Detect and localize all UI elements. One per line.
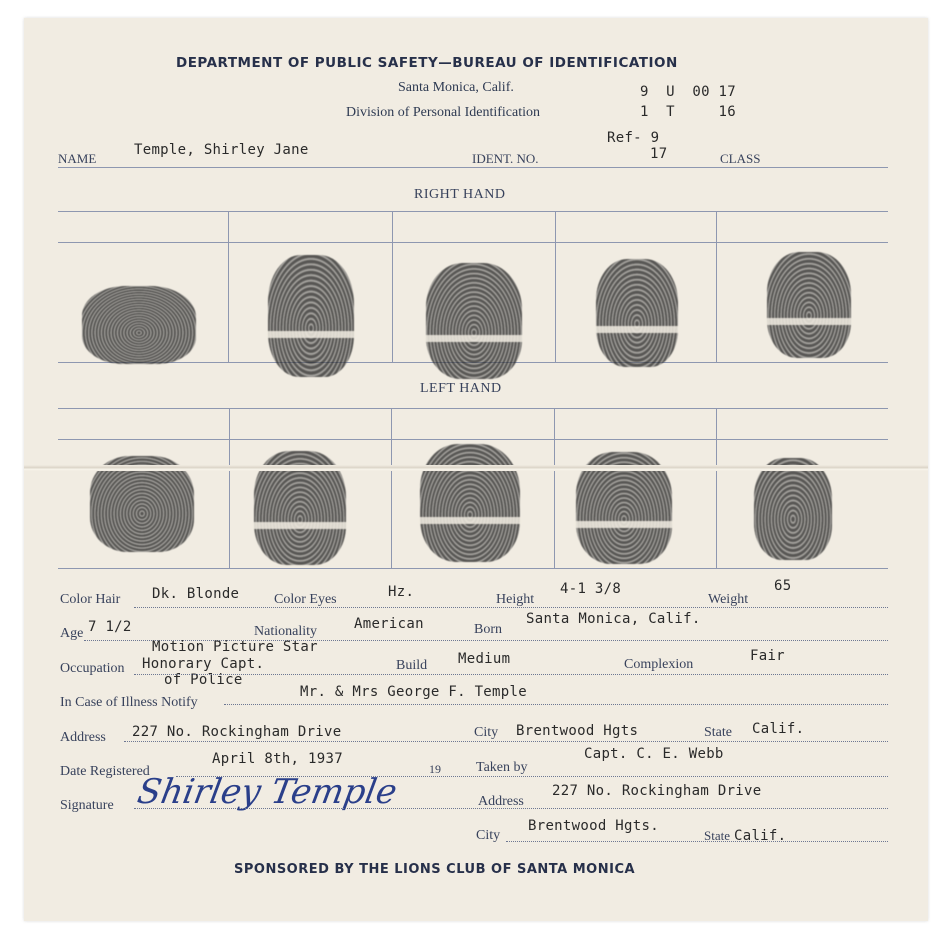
- card-title: DEPARTMENT OF PUBLIC SAFETY—BUREAU OF IDENTIFICATION: [176, 55, 678, 71]
- city-label: City: [474, 725, 499, 740]
- color-eyes-label: Color Eyes: [274, 592, 337, 607]
- right-ring-print: [596, 259, 678, 367]
- height-value: 4-1 3/8: [560, 581, 622, 597]
- left-middle-print: [420, 444, 520, 562]
- state-label: State: [704, 725, 732, 740]
- city2-label: City: [476, 828, 501, 843]
- occupation-line-1: Motion Picture Star: [152, 639, 318, 655]
- sponsor-footer: SPONSORED BY THE LIONS CLUB OF SANTA MONICA: [234, 862, 636, 877]
- reference-number: Ref- 9: [607, 130, 660, 146]
- right-thumb-print: [82, 286, 196, 364]
- ident-value: 17: [650, 146, 668, 162]
- identification-card: [24, 18, 928, 921]
- color-hair-label: Color Hair: [60, 592, 121, 607]
- name-label: NAME: [58, 151, 97, 166]
- color-eyes-value: Hz.: [388, 584, 415, 600]
- right-little-print: [767, 252, 851, 358]
- date-registered-value: April 8th, 1937: [212, 751, 343, 767]
- taken-by-label: Taken by: [476, 760, 528, 775]
- date-registered-label: Date Registered: [60, 764, 150, 779]
- age-label: Age: [60, 626, 84, 641]
- address2-label: Address: [478, 794, 524, 809]
- state-value: Calif.: [752, 721, 805, 737]
- right-hand-label: RIGHT HAND: [414, 187, 506, 202]
- right-index-print: [268, 255, 354, 377]
- signature-image: Shirley Temple: [134, 772, 401, 812]
- occupation-line-3: of Police: [164, 672, 243, 688]
- location-text: Santa Monica, Calif.: [398, 80, 514, 95]
- height-label: Height: [496, 592, 535, 607]
- year-prefix: 19: [429, 762, 441, 776]
- left-hand-label: LEFT HAND: [420, 381, 502, 396]
- classification-code-1: 9 U 00 17: [640, 84, 737, 100]
- color-hair-value: Dk. Blonde: [152, 586, 240, 602]
- age-value: 7 1/2: [88, 619, 132, 635]
- illness-notify-label: In Case of Illness Notify: [60, 695, 198, 710]
- taken-by-value: Capt. C. E. Webb: [584, 746, 724, 762]
- fold-crease: [24, 465, 928, 471]
- right-middle-print: [426, 263, 522, 379]
- born-value: Santa Monica, Calif.: [526, 611, 701, 627]
- weight-value: 65: [774, 578, 792, 594]
- address-label: Address: [60, 730, 106, 745]
- city2-value: Brentwood Hgts.: [528, 818, 659, 834]
- city-value: Brentwood Hgts: [516, 723, 639, 739]
- born-label: Born: [474, 622, 502, 637]
- occupation-line-2: Honorary Capt.: [142, 656, 265, 672]
- address2-value: 227 No. Rockingham Drive: [552, 783, 762, 799]
- nationality-value: American: [354, 616, 424, 632]
- occupation-label: Occupation: [60, 661, 125, 676]
- class-label: CLASS: [720, 151, 761, 166]
- build-label: Build: [396, 658, 428, 673]
- classification-code-2: 1 T 16: [640, 104, 737, 120]
- ident-label: IDENT. NO.: [472, 151, 539, 166]
- weight-label: Weight: [708, 592, 749, 607]
- address-value: 227 No. Rockingham Drive: [132, 724, 342, 740]
- complexion-value: Fair: [750, 648, 785, 664]
- illness-notify-value: Mr. & Mrs George F. Temple: [300, 684, 527, 700]
- build-value: Medium: [458, 651, 511, 667]
- left-little-print: [754, 458, 832, 560]
- name-value: Temple, Shirley Jane: [134, 142, 309, 158]
- division-text: Division of Personal Identification: [346, 105, 541, 120]
- state2-value: Calif.: [734, 828, 787, 844]
- complexion-label: Complexion: [624, 657, 694, 672]
- nationality-label: Nationality: [254, 624, 317, 639]
- signature-label: Signature: [60, 798, 114, 813]
- state2-label: State: [704, 828, 730, 843]
